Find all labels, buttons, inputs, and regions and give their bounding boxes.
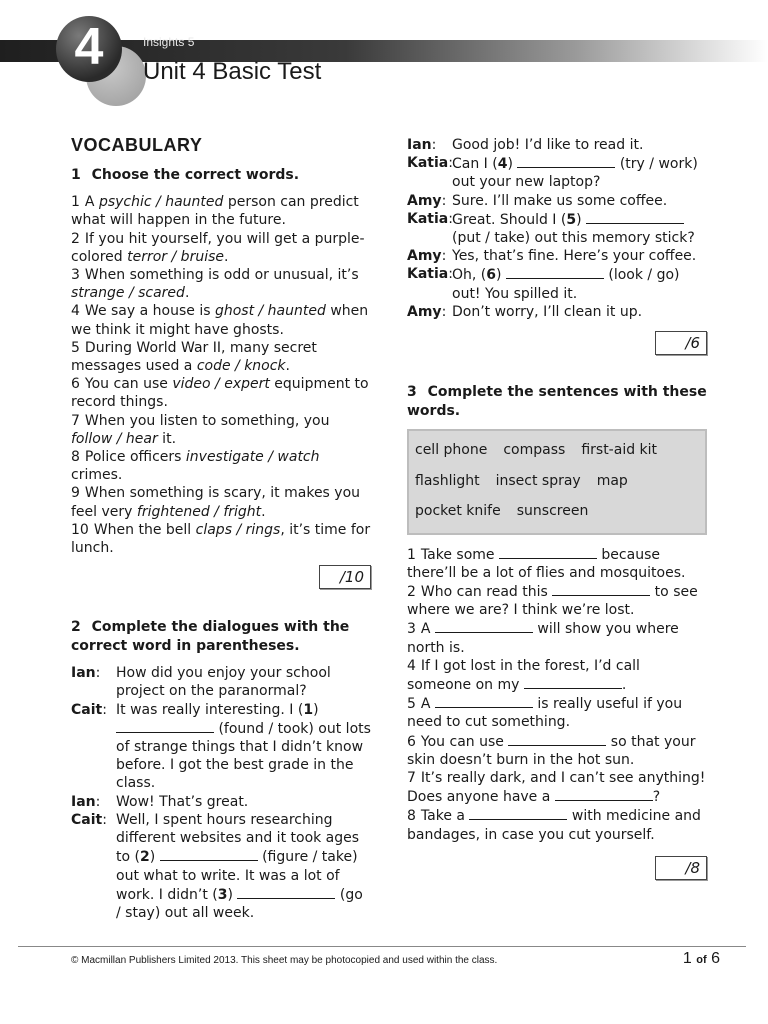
- speaker-colon: :: [441, 248, 447, 265]
- question-number: 8: [407, 808, 416, 825]
- speaker-name: [407, 136, 452, 154]
- text-fragment: (go / stay) out all week.: [116, 886, 363, 921]
- exercise-number: 1: [71, 167, 81, 184]
- text-fragment: Take some: [420, 546, 499, 563]
- left-column: [71, 136, 371, 922]
- speaker-label: Amy: [407, 303, 442, 320]
- dialogue-text: [452, 247, 707, 265]
- word-choice[interactable]: frightened / fright: [136, 503, 262, 520]
- question-item: [407, 582, 707, 619]
- answer-blank[interactable]: [116, 719, 214, 733]
- dialogue-line: [407, 265, 707, 302]
- question-item: [71, 375, 371, 411]
- text-fragment: When something is odd or unusual, it’s: [84, 267, 359, 284]
- dialogue-text: [116, 811, 371, 922]
- text-fragment: .: [621, 676, 627, 693]
- word-bank: [407, 429, 707, 535]
- text-fragment: (put / take) out this memory stick?: [452, 230, 695, 247]
- text-fragment: It was really interesting. I (: [116, 701, 304, 718]
- question-number: 4: [71, 303, 80, 320]
- page-current: 1: [682, 950, 692, 967]
- score-row: [407, 856, 707, 880]
- text-fragment: person can predict what will happen in the future.: [71, 194, 359, 229]
- text-fragment: is really useful if you need to cut something.: [407, 696, 683, 731]
- speaker-label: Amy: [407, 248, 442, 265]
- question-number: 2: [71, 230, 80, 247]
- question-number: 5: [71, 339, 80, 356]
- word-choice[interactable]: investigate / watch: [185, 449, 320, 466]
- speaker-colon: :: [448, 155, 453, 172]
- text-fragment: ): [149, 849, 160, 866]
- dialogue-text: [452, 210, 707, 247]
- text-fragment: ): [576, 211, 587, 228]
- word-choice[interactable]: ghost / haunted: [214, 303, 326, 320]
- word-bank-item: map: [596, 472, 628, 489]
- text-fragment: During World War II, many secret messages used a: [71, 339, 317, 375]
- unit-number: 4: [74, 18, 104, 76]
- question-item: [407, 769, 707, 806]
- answer-blank[interactable]: [517, 154, 615, 168]
- text-fragment: If you hit yourself, you will get a purple-colored: [71, 230, 365, 265]
- dialogue-line: [71, 793, 371, 811]
- dialogue-text: [452, 154, 707, 191]
- page-total: 6: [711, 950, 720, 967]
- text-fragment: equipment to record things.: [71, 376, 369, 411]
- exercise-1-items: [71, 193, 371, 557]
- text-fragment: Well, I spent hours researching different websites and it took ages to (: [116, 811, 360, 866]
- footer-divider: [18, 946, 746, 947]
- text-fragment: when we think it might have ghosts.: [71, 303, 369, 338]
- question-item: [407, 806, 707, 843]
- text-fragment: so that your skin doesn’t burn in the hot sun.: [407, 733, 696, 768]
- text-fragment: A: [420, 621, 435, 638]
- text-fragment: .: [224, 248, 229, 265]
- text-fragment: will show you where north is.: [407, 621, 679, 656]
- text-fragment: You can use: [84, 376, 173, 393]
- text-fragment: .: [261, 503, 266, 520]
- question-item: [407, 732, 707, 769]
- text-fragment: Good job! I’d like to read it.: [452, 137, 644, 153]
- exercise-3-heading: [407, 383, 707, 421]
- text-fragment: .: [285, 358, 290, 375]
- score-box-ex3[interactable]: /8: [655, 856, 707, 880]
- word-bank-item: insect spray: [495, 472, 581, 489]
- question-item: [71, 302, 371, 338]
- text-fragment: A: [84, 194, 99, 211]
- word-bank-item: flashlight: [415, 472, 480, 489]
- speaker-label: Ian: [407, 137, 432, 153]
- dialogue-line: [407, 154, 707, 191]
- answer-blank[interactable]: [469, 806, 567, 820]
- copyright-notice: © Macmillan Publishers Limited 2013. This sheet may be photocopied and used within the class.: [71, 955, 498, 966]
- speaker-label: Ian: [71, 793, 96, 810]
- answer-blank[interactable]: [508, 732, 606, 746]
- question-number: 10: [71, 521, 89, 538]
- exercise-instruction: Complete the dialogues with the correct word in parentheses.: [71, 619, 350, 655]
- question-number: 1: [407, 546, 416, 563]
- exercise-2-heading: [71, 618, 371, 656]
- speaker-name: [71, 701, 116, 793]
- score-row: [71, 565, 371, 589]
- question-item: [71, 339, 371, 375]
- text-fragment: (found / took) out lots of strange things that I didn’t know before. I got the best grade in the class.: [116, 720, 371, 792]
- text-fragment: (try / work) out your new laptop?: [452, 156, 698, 191]
- question-item: [407, 545, 707, 582]
- speaker-label: Amy: [407, 192, 442, 209]
- speaker-name: [71, 811, 116, 922]
- text-fragment: ): [227, 886, 238, 903]
- gap-number: 6: [486, 267, 497, 284]
- speaker-label: Katia: [407, 266, 449, 283]
- exercise-instruction: Choose the correct words.: [91, 167, 300, 184]
- text-fragment: Don’t worry, I’ll clean it up.: [452, 303, 643, 320]
- dialogue-text: [452, 192, 707, 210]
- text-fragment: it.: [157, 430, 177, 447]
- question-item: [71, 412, 371, 448]
- dialogue-text: [452, 265, 707, 302]
- question-item: [71, 230, 371, 266]
- speaker-name: [71, 664, 116, 700]
- speaker-name: [407, 192, 452, 210]
- speaker-name: [407, 154, 452, 191]
- question-item: [407, 619, 707, 656]
- dialogue-line: [71, 664, 371, 700]
- exercise-number: 2: [71, 619, 81, 636]
- word-bank-item: cell phone: [415, 442, 488, 459]
- page-title: Unit 4 Basic Test: [143, 58, 322, 85]
- dialogue-line: [407, 192, 707, 210]
- speaker-label: Katia: [407, 210, 449, 227]
- speaker-label: Cait: [71, 701, 103, 718]
- speaker-label: Ian: [71, 665, 96, 682]
- text-fragment: Oh, (: [452, 267, 487, 284]
- text-fragment: A: [420, 696, 435, 713]
- question-item: [71, 448, 371, 484]
- text-fragment: (figure / take) out what to write. It was a lot of work. I didn’t (: [116, 849, 358, 903]
- page-of: of: [696, 954, 707, 966]
- text-fragment: to see where we are? I think we’re lost.: [407, 583, 698, 619]
- text-fragment: , it’s time for lunch.: [71, 521, 371, 557]
- text-fragment: ): [313, 701, 319, 718]
- gap-number: 4: [497, 156, 508, 173]
- question-item: [407, 694, 707, 731]
- question-item: [71, 484, 371, 520]
- exercise-instruction: Complete the sentences with these words.: [407, 384, 707, 420]
- text-fragment: Take a: [420, 808, 470, 825]
- answer-blank[interactable]: [586, 210, 684, 224]
- answer-blank[interactable]: [160, 847, 258, 861]
- answer-blank[interactable]: [552, 582, 650, 596]
- exercise-1-heading: [71, 166, 371, 185]
- page-number: [683, 950, 720, 968]
- text-fragment: .: [184, 285, 190, 302]
- answer-blank[interactable]: [435, 694, 533, 708]
- dialogue-line: [71, 811, 371, 922]
- question-number: 8: [71, 449, 80, 466]
- word-choice[interactable]: strange / scared: [71, 285, 185, 302]
- text-fragment: It’s really dark, and I can’t see anything! Does anyone have a: [407, 769, 706, 806]
- word-choice[interactable]: terror / bruise: [127, 248, 224, 265]
- dialogue-line: [407, 247, 707, 265]
- word-choice[interactable]: follow / hear: [71, 430, 158, 447]
- text-fragment: with medicine and bandages, in case you cut yourself.: [407, 808, 701, 843]
- speaker-colon: :: [102, 811, 107, 828]
- word-bank-item: pocket knife: [415, 503, 501, 520]
- speaker-colon: :: [95, 665, 101, 682]
- speaker-name: [407, 265, 452, 302]
- word-choice[interactable]: claps / rings: [195, 521, 281, 538]
- dialogue-text: [116, 701, 371, 793]
- word-bank-item: sunscreen: [516, 503, 589, 520]
- word-choice[interactable]: psychic / haunted: [98, 194, 224, 211]
- text-fragment: When the bell: [93, 521, 196, 538]
- text-fragment: crimes.: [71, 467, 123, 484]
- text-fragment: You can use: [420, 733, 509, 750]
- text-fragment: We say a house is: [84, 303, 215, 320]
- speaker-colon: :: [448, 210, 453, 227]
- speaker-name: [407, 303, 452, 321]
- dialogue-left: [71, 664, 371, 922]
- right-column: [407, 136, 707, 880]
- question-number: 6: [407, 733, 416, 750]
- word-choice[interactable]: video / expert: [172, 376, 270, 393]
- gap-number: 5: [566, 211, 577, 228]
- text-fragment: Yes, that’s fine. Here’s your coffee.: [452, 248, 697, 265]
- question-item: [71, 521, 371, 557]
- text-fragment: ?: [652, 789, 661, 806]
- question-number: 2: [407, 583, 416, 600]
- text-fragment: ): [507, 156, 518, 173]
- series-name: Insights 5: [143, 35, 195, 49]
- dialogue-right: [407, 136, 707, 321]
- word-choice[interactable]: code / knock: [196, 358, 286, 375]
- dialogue-line: [407, 303, 707, 321]
- dialogue-text: [116, 793, 371, 811]
- speaker-colon: :: [441, 192, 447, 209]
- question-item: [71, 193, 371, 229]
- question-number: 3: [407, 621, 416, 638]
- gap-number: 3: [217, 886, 228, 903]
- score-box-ex2[interactable]: /6: [655, 331, 707, 355]
- answer-blank[interactable]: [506, 265, 604, 279]
- speaker-colon: :: [441, 303, 447, 320]
- section-title: VOCABULARY: [71, 135, 203, 155]
- exercise-number: 3: [407, 384, 417, 401]
- speaker-name: [407, 247, 452, 265]
- score-row: [407, 331, 707, 355]
- speaker-colon: :: [95, 793, 101, 810]
- dialogue-text: [116, 664, 371, 700]
- question-number: 5: [407, 696, 416, 713]
- question-number: 7: [407, 769, 416, 786]
- answer-blank[interactable]: [499, 545, 597, 559]
- speaker-label: Katia: [407, 155, 449, 172]
- dialogue-line: [407, 210, 707, 247]
- text-fragment: because there’ll be a lot of flies and mosquitoes.: [407, 546, 686, 581]
- text-fragment: ): [496, 267, 506, 284]
- answer-blank[interactable]: [524, 675, 622, 689]
- question-number: 3: [71, 267, 80, 284]
- text-fragment: Police officers: [84, 449, 186, 466]
- text-fragment: If I got lost in the forest, I’d call someone on my: [407, 657, 640, 693]
- dialogue-line: [71, 701, 371, 793]
- dialogue-line: [407, 136, 707, 154]
- word-bank-item: compass: [503, 442, 566, 459]
- exercise-3-items: [407, 545, 707, 844]
- question-item: [407, 657, 707, 694]
- question-number: 9: [71, 485, 80, 502]
- speaker-colon: :: [102, 701, 107, 718]
- text-fragment: How did you enjoy your school project on the paranormal?: [116, 665, 331, 700]
- speaker-name: [71, 793, 116, 811]
- text-fragment: Who can read this: [420, 583, 553, 600]
- gap-number: 1: [303, 701, 314, 718]
- text-fragment: When something is scary, it makes you feel very: [71, 485, 361, 520]
- dialogue-text: [452, 136, 707, 154]
- gap-number: 2: [139, 849, 150, 866]
- text-fragment: (look / go) out! You spilled it.: [452, 267, 680, 302]
- speaker-label: Cait: [71, 811, 103, 828]
- question-number: 7: [71, 412, 80, 429]
- answer-blank[interactable]: [237, 885, 335, 899]
- speaker-colon: :: [431, 137, 437, 153]
- text-fragment: Sure. I’ll make us some coffee.: [452, 192, 668, 209]
- text-fragment: Wow! That’s great.: [116, 793, 249, 810]
- question-number: 1: [71, 194, 80, 211]
- score-box-ex1[interactable]: /10: [319, 565, 371, 589]
- question-number: 6: [71, 376, 80, 393]
- question-number: 4: [407, 657, 416, 674]
- text-fragment: Great. Should I (: [452, 211, 567, 228]
- text-fragment: Can I (: [452, 156, 498, 173]
- speaker-colon: :: [448, 266, 453, 283]
- dialogue-text: [452, 303, 707, 321]
- text-fragment: When you listen to something, you: [84, 412, 330, 429]
- answer-blank[interactable]: [435, 619, 533, 633]
- word-bank-item: first-aid kit: [581, 442, 658, 459]
- speaker-name: [407, 210, 452, 247]
- question-item: [71, 266, 371, 302]
- answer-blank[interactable]: [555, 787, 653, 801]
